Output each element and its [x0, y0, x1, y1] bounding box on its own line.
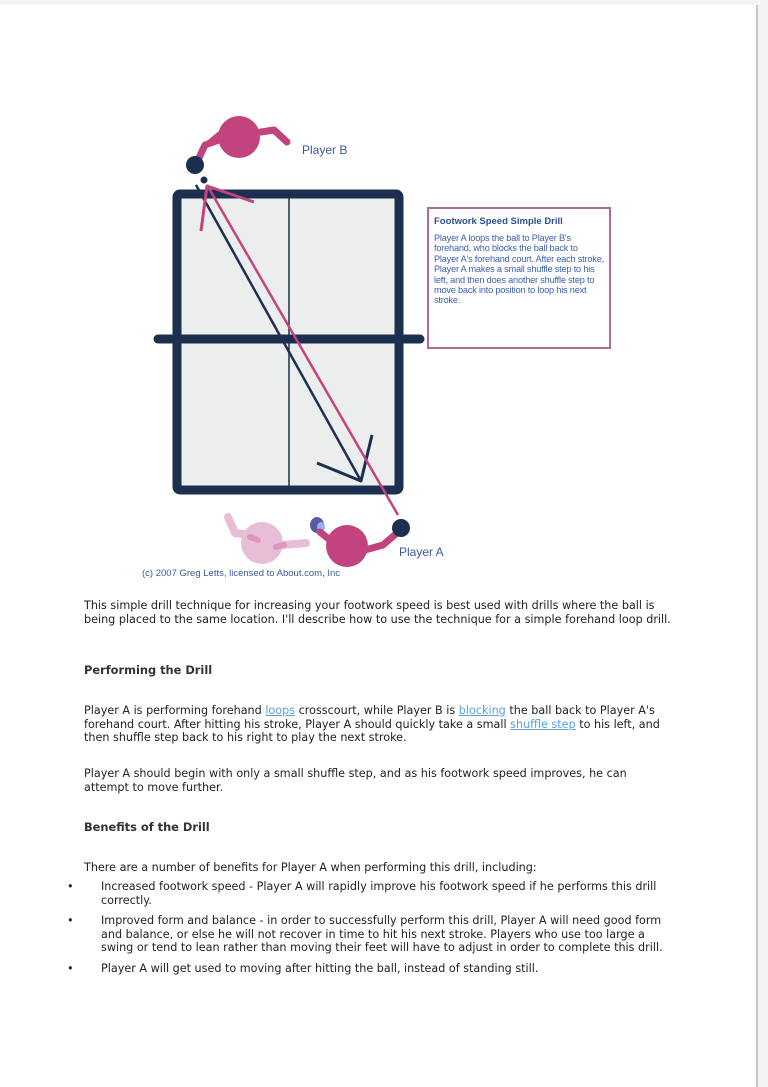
bullet-icon: • — [67, 880, 74, 893]
section-heading-performing: Performing the Drill — [84, 663, 213, 677]
performing-paragraph-2: Player A should begin with only a small shuffle step, and as his footwork speed improves, he can attempt to move further. — [84, 767, 627, 794]
text-segment: the ball back to Player A's forehand court. After hitting his stroke, Player A should quickly take a small — [84, 704, 655, 731]
drill-diagram — [0, 5, 756, 595]
player-a-figure — [310, 517, 410, 567]
list-item-text: Increased footwork speed - Player A will rapidly improve his footwork speed if he performs this drill correctly. — [101, 880, 657, 907]
benefits-list — [64, 880, 674, 983]
text-segment: Player A is performing forehand — [84, 704, 266, 717]
bullet-icon: • — [67, 961, 74, 975]
link-loops[interactable]: loops — [265, 704, 296, 717]
list-item — [64, 914, 674, 955]
player-a-label: Player A — [399, 545, 444, 559]
info-box-body: Player A loops the ball to Player B's forehand, who blocks the ball back to Player A's forehand court. After each stroke, Player A makes a small shuffle step to his left, and then does another shuffle step to move back into position to loop his next stroke. — [434, 233, 604, 306]
section-heading-benefits: Benefits of the Drill — [84, 820, 210, 834]
list-item-text: Player A will get used to moving after hitting the ball, instead of standing still. — [101, 961, 539, 975]
text-segment: crosscourt, while Player B is — [295, 704, 459, 717]
link-shuffle-step[interactable]: shuffle step — [510, 717, 576, 731]
list-item — [64, 880, 674, 907]
image-credit: (c) 2007 Greg Letts, licensed to About.com, Inc — [142, 568, 341, 579]
table-tennis-diagram-icon — [0, 5, 756, 595]
player-b-figure — [186, 116, 287, 184]
performing-paragraph-1 — [84, 704, 674, 745]
player-a-ghost-figure — [228, 517, 306, 564]
list-item-text: Improved form and balance - in order to successfully perform this drill, Player A will need good form and balance, or else he will not recover in time to hit his next stroke. Players who use too large a swing or tend to lean rather than moving their feet will have to adjust in order to complete this drill. — [101, 914, 663, 955]
list-item — [64, 962, 674, 976]
drill-info-box — [427, 207, 611, 349]
document-page — [0, 5, 758, 1087]
intro-paragraph: This simple drill technique for increasing your footwork speed is best used with drills where the ball is being placed to the same location. I'll describe how to use the technique for a simple forehand loop drill. — [84, 599, 671, 626]
bullet-icon: • — [67, 914, 74, 928]
benefits-intro: There are a number of benefits for Player A when performing this drill, including: — [84, 861, 537, 874]
info-box-title: Footwork Speed Simple Drill — [434, 216, 563, 227]
link-blocking[interactable]: blocking — [458, 704, 506, 717]
player-b-label: Player B — [302, 143, 348, 157]
text-segment: to his left, and then shuffle step back to his right to play the next stroke. — [84, 717, 660, 745]
